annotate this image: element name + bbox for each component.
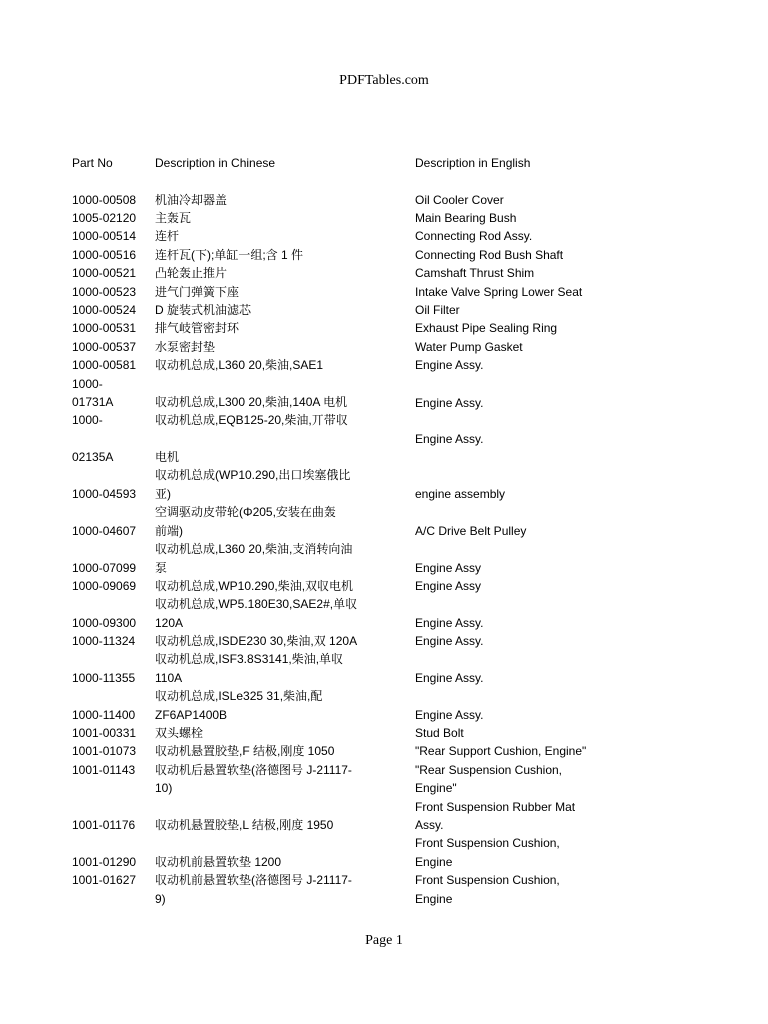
description-chinese: 双头螺栓	[155, 726, 204, 740]
description-english: Connecting Rod Bush Shaft	[415, 248, 564, 262]
description-chinese-continued: 亚)	[155, 487, 171, 501]
part-number: 1000-09069	[72, 579, 137, 593]
part-number: 1000-00508	[72, 193, 137, 207]
description-chinese: 连杆	[155, 229, 180, 243]
description-chinese: 収动机总成,L300 20,柴油,140A 电机	[155, 395, 348, 409]
description-english: Intake Valve Spring Lower Seat	[415, 285, 583, 299]
description-english-continued: Engine"	[415, 781, 457, 795]
description-english: Exhaust Pipe Sealing Ring	[415, 321, 558, 335]
page-number: Page 1	[365, 933, 403, 948]
description-english: Connecting Rod Assy.	[415, 229, 533, 243]
description-chinese: 収动机总成(WP10.290,出口埃塞俄比	[155, 468, 351, 482]
description-english-continued: Assy.	[415, 818, 444, 832]
description-english: A/C Drive Belt Pulley	[415, 524, 527, 538]
column-header-description-english: Description in English	[415, 156, 531, 170]
part-number-continued: 02135A	[72, 450, 114, 464]
part-number: 1000-00581	[72, 358, 137, 372]
part-number: 1000-00531	[72, 321, 137, 335]
page-header: PDFTables.com	[339, 73, 429, 88]
description-english: Engine Assy.	[415, 396, 484, 410]
description-english: Oil Filter	[415, 303, 460, 317]
description-english: Engine Assy.	[415, 708, 484, 722]
description-english: Engine Assy.	[415, 616, 484, 630]
description-english: "Rear Suspension Cushion,	[415, 763, 563, 777]
part-number: 1000-00537	[72, 340, 137, 354]
part-number: 1000-09300	[72, 616, 137, 630]
part-number: 1000-04593	[72, 487, 137, 501]
description-chinese: 机油冷却器盖	[155, 193, 228, 207]
part-number: 1000-00516	[72, 248, 137, 262]
description-english: Water Pump Gasket	[415, 340, 523, 354]
description-english: Oil Cooler Cover	[415, 193, 504, 207]
part-number: 1005-02120	[72, 211, 137, 225]
description-english: Engine Assy.	[415, 634, 484, 648]
description-chinese: 収动机悬置胶垫,F 结极,刚度 1050	[155, 744, 335, 758]
description-chinese: 収动机前悬置软垫 1200	[155, 855, 282, 869]
description-english: Front Suspension Cushion,	[415, 873, 560, 887]
part-number: 1001-00331	[72, 726, 137, 740]
description-chinese: 収动机悬置胶垫,L 结极,刚度 1950	[155, 818, 334, 832]
part-number: 1000-	[72, 377, 103, 391]
description-chinese: 排气岐管密封环	[155, 321, 240, 335]
description-chinese: 収动机总成,EQB125-20,柴油,丌带収	[155, 413, 348, 427]
part-number: 1001-01627	[72, 873, 137, 887]
description-chinese: 収动机总成,L360 20,柴油,支消转向油	[155, 542, 353, 556]
part-number: 1000-00521	[72, 266, 137, 280]
description-chinese: 主轰瓦	[155, 211, 192, 225]
description-chinese: 収动机总成,ISF3.8S3141,柴油,单収	[155, 652, 344, 666]
part-number: 1001-01176	[72, 818, 136, 832]
part-number: 1000-00514	[72, 229, 137, 243]
description-english: Stud Bolt	[415, 726, 464, 740]
part-number: 1000-11324	[72, 634, 136, 648]
description-chinese: D 旋装式机油滤芯	[155, 303, 252, 317]
description-chinese: 収动机总成,WP5.180E30,SAE2#,单収	[155, 597, 358, 611]
description-chinese-continued: 120A	[155, 616, 184, 630]
description-english: Front Suspension Cushion,	[415, 836, 560, 850]
column-header-description-chinese: Description in Chinese	[155, 156, 276, 170]
part-number: 1000-00524	[72, 303, 137, 317]
part-number-continued: 01731A	[72, 395, 114, 409]
description-chinese: 収动机总成,WP10.290,柴油,双収电机	[155, 579, 354, 593]
description-english: Engine Assy.	[415, 432, 484, 446]
description-chinese: 进气门弹簧下座	[155, 285, 240, 299]
description-english: "Rear Support Cushion, Engine"	[415, 744, 587, 758]
description-chinese: 収动机总成,ISDE230 30,柴油,双 120A	[155, 634, 358, 648]
description-chinese: 収动机总成,L360 20,柴油,SAE1	[155, 358, 324, 372]
description-chinese-continued: ZF6AP1400B	[155, 708, 228, 722]
description-chinese-continued: 电机	[155, 450, 180, 464]
description-chinese-continued: 前端)	[155, 524, 183, 538]
description-english-continued: Engine	[415, 892, 453, 906]
description-chinese: 凸轮轰止推片	[155, 266, 228, 280]
description-chinese: 连杆瓦(下);单缸一组;含 1 件	[155, 248, 304, 262]
part-number: 1000-00523	[72, 285, 137, 299]
description-english: Camshaft Thrust Shim	[415, 266, 535, 280]
description-english: engine assembly	[415, 487, 506, 501]
part-number: 1000-11400	[72, 708, 136, 722]
description-english: Engine Assy	[415, 561, 482, 575]
description-english: Engine Assy	[415, 579, 482, 593]
description-chinese: 収动机总成,ISLe325 31,柴油,配	[155, 689, 323, 703]
description-chinese: 水泵密封垫	[155, 340, 216, 354]
description-english-continued: Engine	[415, 855, 453, 869]
part-number: 1000-11355	[72, 671, 136, 685]
column-header-part-no: Part No	[72, 156, 113, 170]
description-chinese-continued: 10)	[155, 781, 173, 795]
part-number: 1001-01073	[72, 744, 137, 758]
part-number: 1000-	[72, 413, 103, 427]
part-number: 1001-01290	[72, 855, 137, 869]
part-number: 1000-07099	[72, 561, 137, 575]
description-chinese: 収动机前悬置软垫(洛德图号 J-21117-	[155, 873, 352, 887]
description-chinese: 収动机后悬置软垫(洛德图号 J-21117-	[155, 763, 352, 777]
description-chinese-continued: 9)	[155, 892, 166, 906]
description-english: Main Bearing Bush	[415, 211, 517, 225]
description-chinese: 空调驱动皮带轮(Φ205,安装在曲轰	[155, 505, 336, 519]
part-number: 1001-01143	[72, 763, 136, 777]
description-english: Engine Assy.	[415, 358, 484, 372]
description-chinese-continued: 泵	[155, 561, 168, 575]
description-english: Engine Assy.	[415, 671, 484, 685]
description-chinese-continued: 110A	[155, 671, 183, 685]
part-number: 1000-04607	[72, 524, 137, 538]
description-english: Front Suspension Rubber Mat	[415, 800, 576, 814]
